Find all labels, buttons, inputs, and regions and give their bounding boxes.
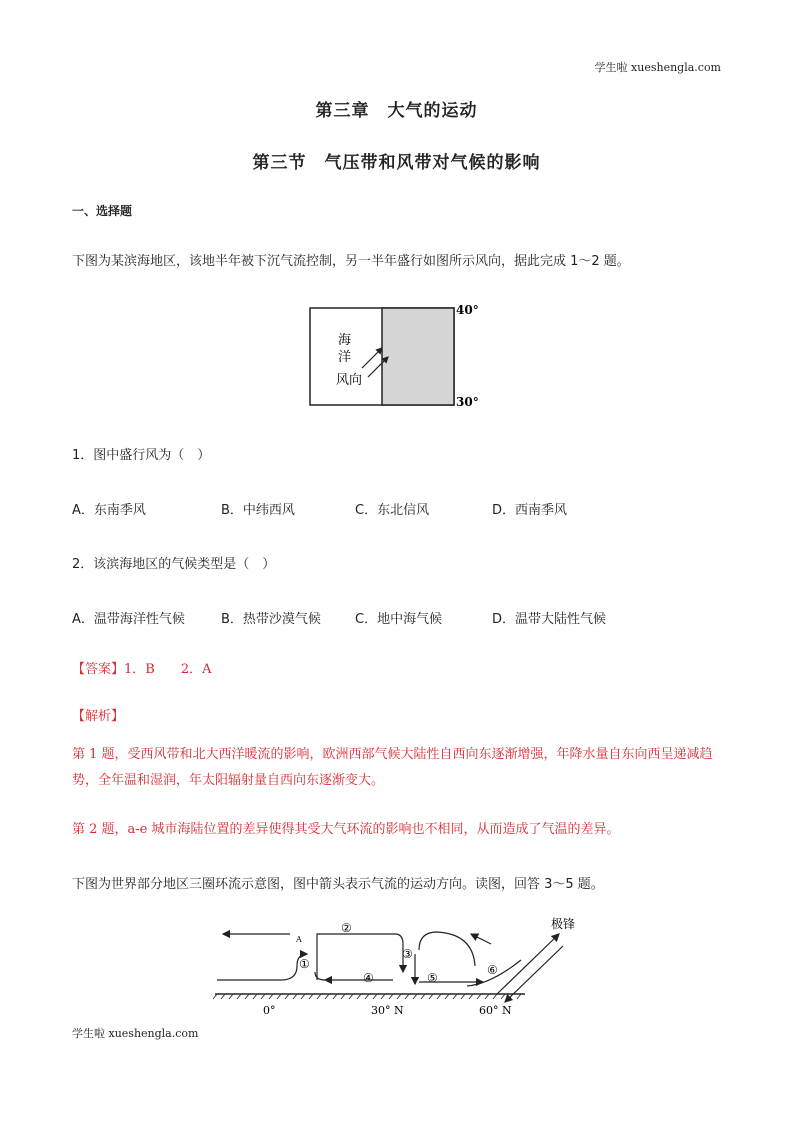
analysis-label: 【解析】: [72, 709, 125, 724]
analysis-paragraph-1: 第 1 题，受西风带和北大西洋暖流的影响，欧洲西部气候大陆性自西向东逐渐增强，年降水量自东向西呈递减趋势，全年温和湿润，年太阳辐射量自西向东逐渐变大。: [72, 747, 713, 788]
label-5: ⑤: [427, 971, 438, 985]
q1-option-d: D．西南季风: [492, 503, 568, 518]
three-cell-circulation-figure: [205, 910, 605, 1020]
tick-30n: 30° N: [371, 1004, 404, 1017]
q2-option-c: C．地中海气候: [355, 612, 443, 627]
tick-60n: 60° N: [479, 1004, 512, 1017]
footer-site: 学生啦 xueshengla.com: [72, 1027, 199, 1040]
answer-line: [72, 658, 212, 677]
land-area: [382, 308, 454, 405]
question-1-stem: 1．图中盛行风为（ ）: [72, 448, 211, 463]
tick-equator: 0°: [263, 1004, 276, 1017]
polar-front-label: 极锋: [551, 917, 576, 931]
latitude-40-label: 40°: [456, 303, 479, 317]
ferrel-cell-upper: [419, 932, 475, 966]
wind-direction-label: 风向: [336, 373, 363, 388]
polar-front-arrow: [497, 934, 559, 994]
ocean-label-1: 海: [338, 333, 352, 348]
section-heading: 一、选择题: [72, 204, 133, 218]
analysis-paragraph-2: 第 2 题，a-e 城市海陆位置的差异使得其受大气环流的影响也不相同，从而造成了气温的差异。: [72, 822, 620, 837]
latitude-30-label: 30°: [456, 395, 479, 409]
intro-question-3-5: 下图为世界部分地区三圈环流示意图，图中箭头表示气流的运动方向。读图，回答 3～5 题。: [72, 877, 604, 892]
q1-option-a: A．东南季风: [72, 503, 146, 518]
label-1: ①: [299, 957, 310, 971]
label-4: ④: [363, 971, 374, 985]
polar-upper-arrow: [471, 934, 491, 944]
answer-text: 1．B 2．A: [124, 662, 212, 677]
answer-label: 【答案】: [72, 662, 125, 677]
q2-option-d: D．温带大陆性气候: [492, 612, 607, 627]
polar-easterlies-arrow: [505, 946, 563, 1002]
label-3: ③: [402, 947, 413, 961]
header-site: 学生啦 xueshengla.com: [594, 61, 721, 74]
q1-option-b: B．中纬西风: [221, 503, 295, 518]
chapter-title: 第三章 大气的运动: [315, 101, 478, 121]
question-2-stem: 2．该滨海地区的气候类型是（ ）: [72, 557, 276, 572]
q1-option-c: C．东北信风: [355, 503, 430, 518]
equator-top-mark: A: [296, 935, 302, 944]
q2-option-a: A．温带海洋性气候: [72, 612, 185, 627]
label-2: ②: [341, 921, 352, 935]
section-title: 第三节 气压带和风带对气候的影响: [252, 153, 541, 173]
hadley-cell-upper: [317, 934, 403, 980]
label-6: ⑥: [487, 963, 498, 977]
intro-question-1-2: 下图为某滨海地区，该地半年被下沉气流控制，另一半年盛行如图所示风向，据此完成 1～2 题。: [72, 254, 630, 269]
q2-option-b: B．热带沙漠气候: [221, 612, 321, 627]
coastal-wind-figure: [300, 300, 500, 412]
ocean-label-2: 洋: [338, 350, 352, 365]
